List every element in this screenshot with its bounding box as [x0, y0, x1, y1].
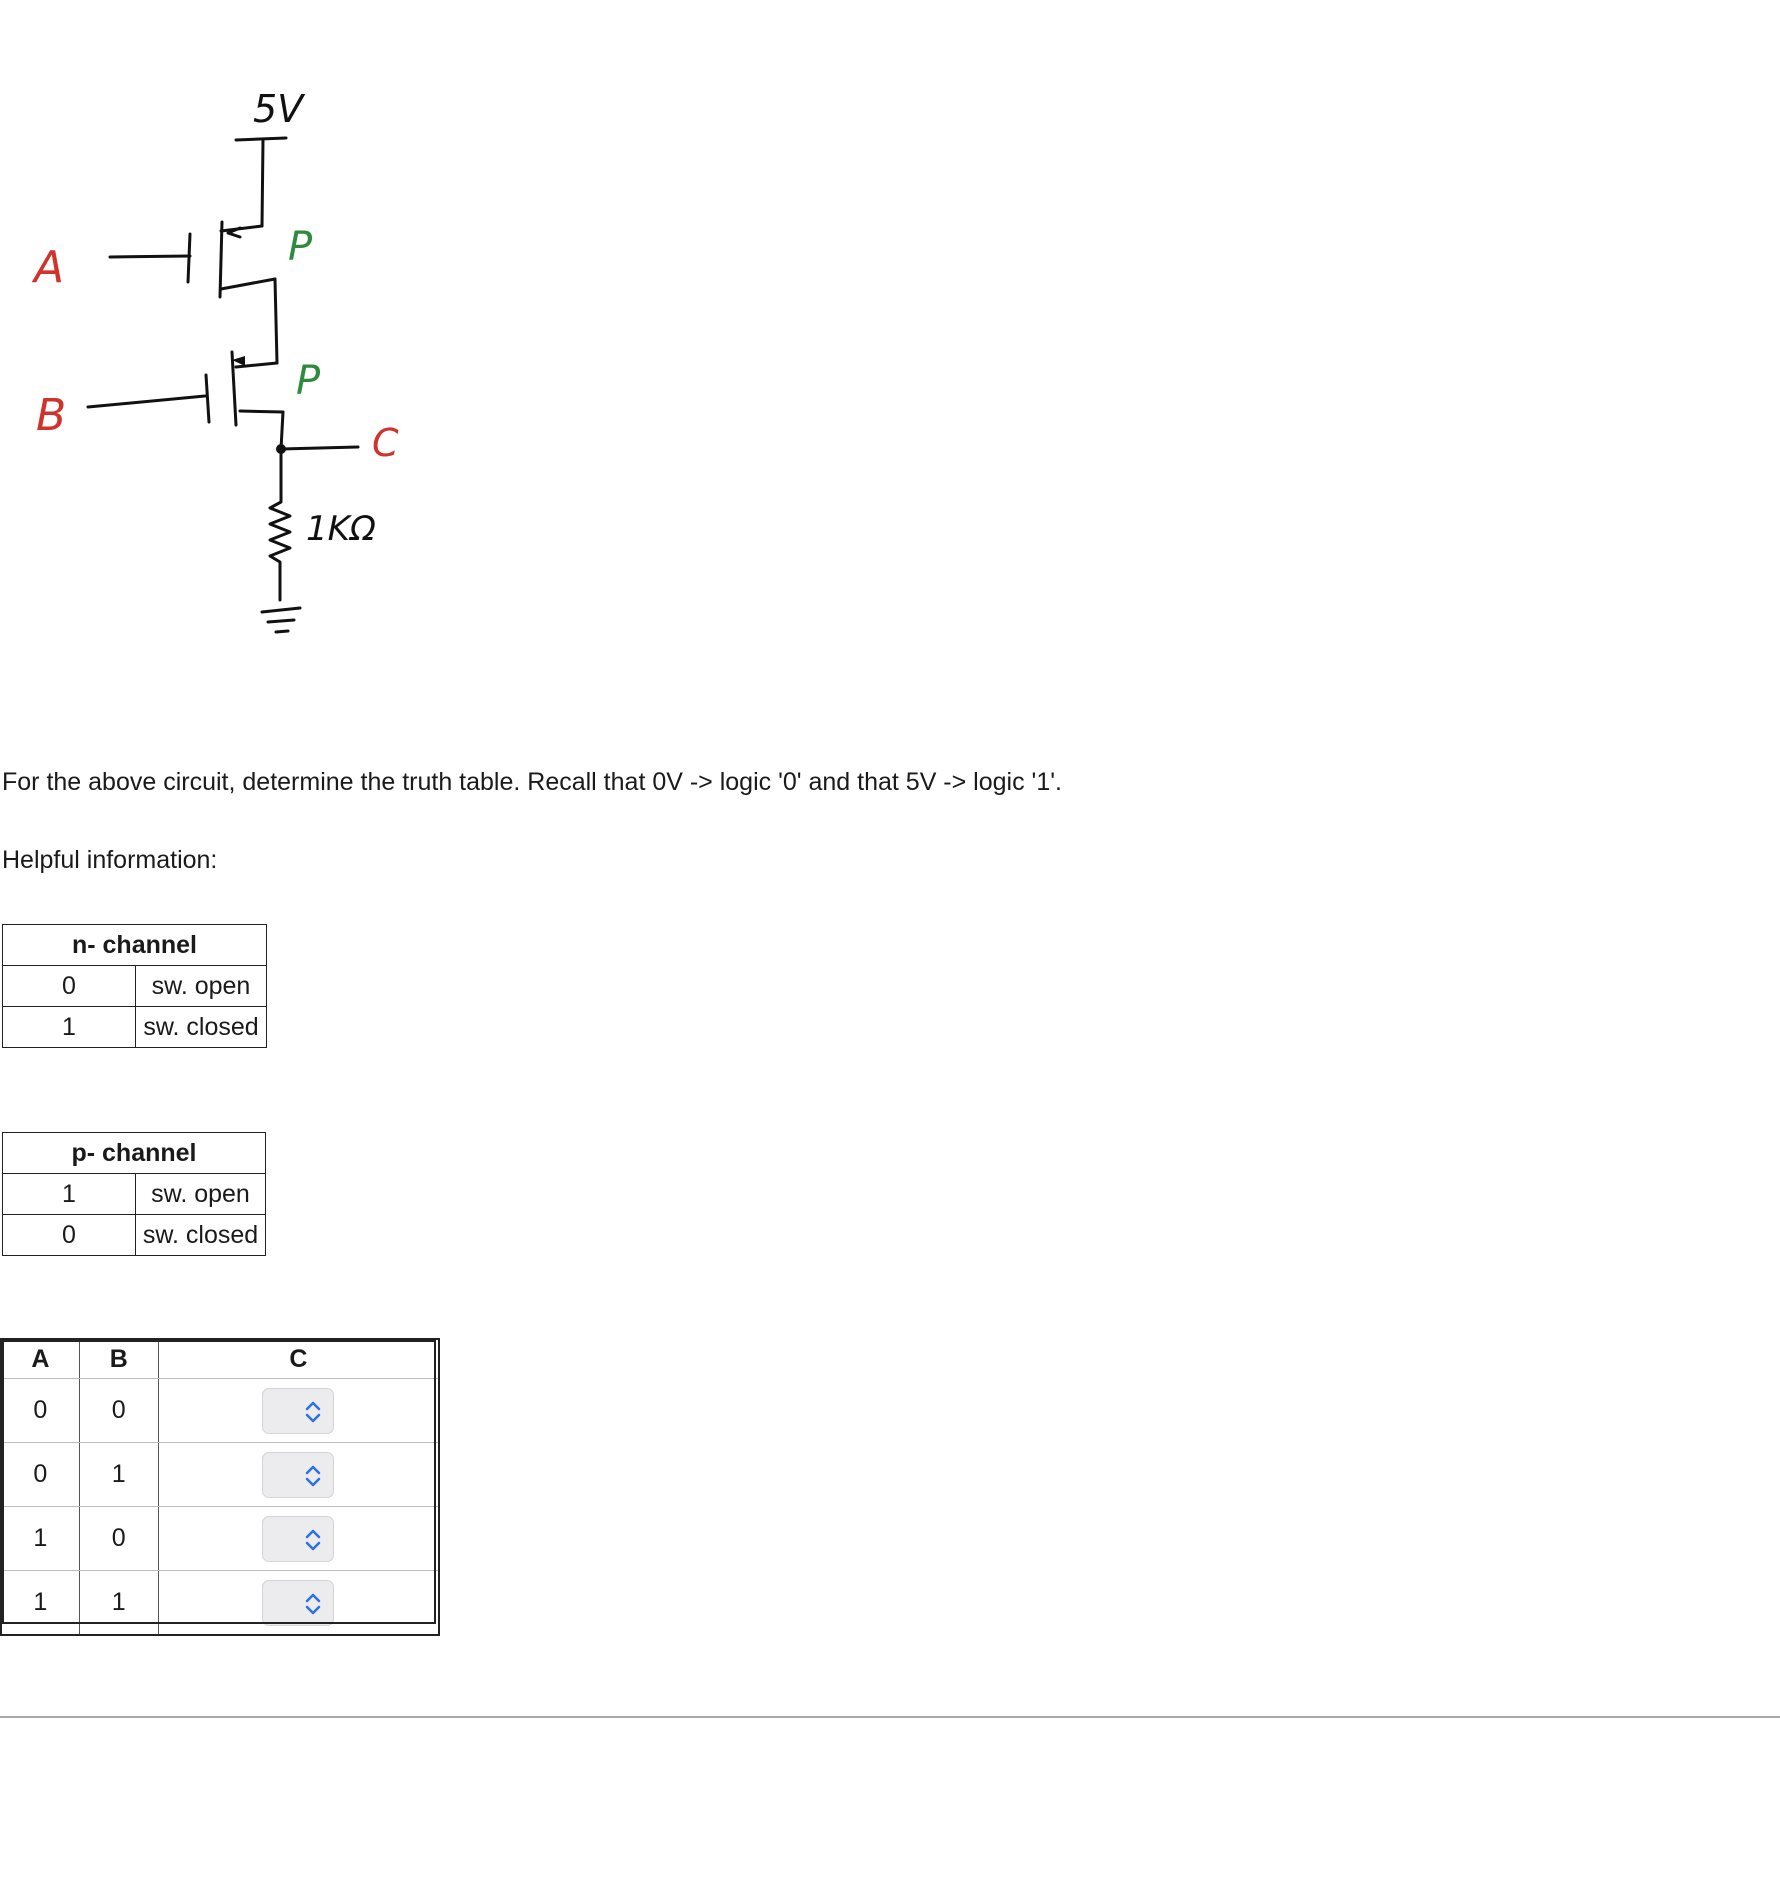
cell-c — [158, 1379, 438, 1443]
n-channel-title: n- channel — [3, 925, 267, 966]
cell-a: 0 — [2, 1379, 79, 1443]
transistor1-type-label: P — [288, 224, 313, 270]
n-channel-value: 0 — [3, 966, 136, 1007]
n-channel-value: 1 — [3, 1007, 136, 1048]
cell-b: 1 — [79, 1571, 158, 1635]
column-header-c: C — [158, 1340, 438, 1379]
resistor-label: 1KΩ — [306, 509, 376, 549]
n-channel-state: sw. open — [136, 966, 267, 1007]
table-row — [2, 1571, 438, 1635]
output-c-select[interactable] — [262, 1452, 334, 1498]
output-c-select[interactable] — [262, 1580, 334, 1626]
cell-a: 1 — [33, 1588, 48, 1616]
n-channel-state: sw. closed — [136, 1007, 267, 1048]
p-channel-state: sw. open — [136, 1174, 266, 1215]
table-row — [2, 1507, 438, 1571]
table-row — [3, 966, 267, 1007]
table-row — [3, 1215, 266, 1256]
cell-a: 0 — [2, 1443, 79, 1507]
cell-c — [158, 1443, 438, 1507]
p-channel-value: 1 — [3, 1174, 136, 1215]
chevron-up-down-icon — [304, 1593, 322, 1615]
supply-label: 5V — [253, 87, 304, 131]
cell-b: 0 — [79, 1507, 158, 1571]
chevron-up-down-icon — [304, 1529, 322, 1551]
cell-b: 1 — [79, 1443, 158, 1507]
transistor2-type-label: P — [296, 358, 321, 404]
column-header-b: B — [79, 1340, 158, 1379]
n-channel-table — [2, 924, 267, 1048]
p-channel-table — [2, 1132, 266, 1256]
helpful-info-label: Helpful information: — [2, 846, 218, 874]
output-c-select[interactable] — [262, 1516, 334, 1562]
circuit-drawing — [0, 60, 460, 680]
truth-table — [2, 1340, 438, 1634]
chevron-up-down-icon — [304, 1465, 322, 1487]
column-header-a: A — [2, 1340, 79, 1379]
cell-b: 0 — [79, 1379, 158, 1443]
table-header-row — [3, 1133, 266, 1174]
p-channel-value: 0 — [3, 1215, 136, 1256]
input-b-label: B — [36, 390, 67, 441]
chevron-up-down-icon — [304, 1401, 322, 1423]
input-a-label: A — [34, 242, 65, 293]
table-row — [3, 1007, 267, 1048]
question-text: For the above circuit, determine the truth table. Recall that 0V -> logic '0' and that 5V -> logic '1'. — [2, 768, 1062, 796]
cell-a: 1 — [2, 1507, 79, 1571]
table-header-row — [3, 925, 267, 966]
table-row — [2, 1443, 438, 1507]
divider — [0, 1716, 1780, 1718]
circuit-diagram — [0, 60, 460, 680]
output-c-label: C — [372, 421, 399, 465]
output-c-select[interactable] — [262, 1388, 334, 1434]
truth-table-header-row — [2, 1340, 438, 1379]
cell-c — [158, 1571, 438, 1635]
table-row — [3, 1174, 266, 1215]
cell-c — [158, 1507, 438, 1571]
table-row — [2, 1379, 438, 1443]
p-channel-title: p- channel — [3, 1133, 266, 1174]
p-channel-state: sw. closed — [136, 1215, 266, 1256]
